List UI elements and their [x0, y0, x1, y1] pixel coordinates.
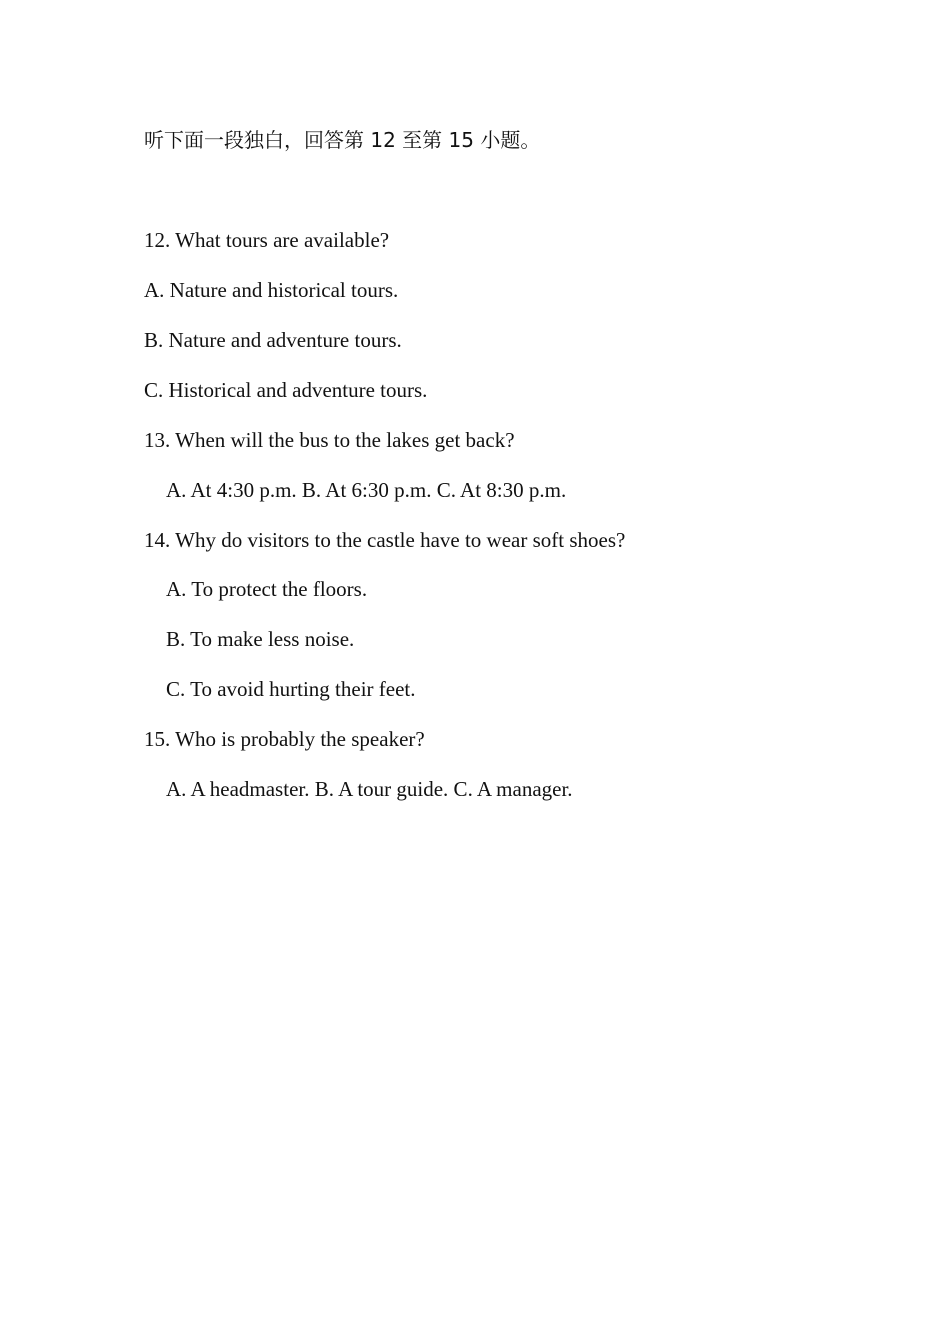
question-14-option-c: C. To avoid hurting their feet. [166, 677, 416, 701]
section-instruction: 听下面一段独白，回答第 12 至第 15 小题。 [144, 128, 541, 152]
question-12-option-a: A. Nature and historical tours. [144, 278, 399, 302]
question-13-options: A. At 4:30 p.m. B. At 6:30 p.m. C. At 8:30 p.m. [166, 478, 567, 502]
question-12-option-c: C. Historical and adventure tours. [144, 378, 428, 402]
question-14-stem: 14. Why do visitors to the castle have to wear soft shoes? [144, 528, 626, 552]
question-14-option-b: B. To make less noise. [166, 627, 355, 651]
question-15-options: A. A headmaster. B. A tour guide. C. A manager. [166, 777, 573, 801]
question-12-stem: 12. What tours are available? [144, 228, 390, 252]
question-14-option-a: A. To protect the floors. [166, 577, 368, 601]
question-12-option-b: B. Nature and adventure tours. [144, 328, 402, 352]
question-15-stem: 15. Who is probably the speaker? [144, 727, 425, 751]
question-13-stem: 13. When will the bus to the lakes get back? [144, 428, 515, 452]
